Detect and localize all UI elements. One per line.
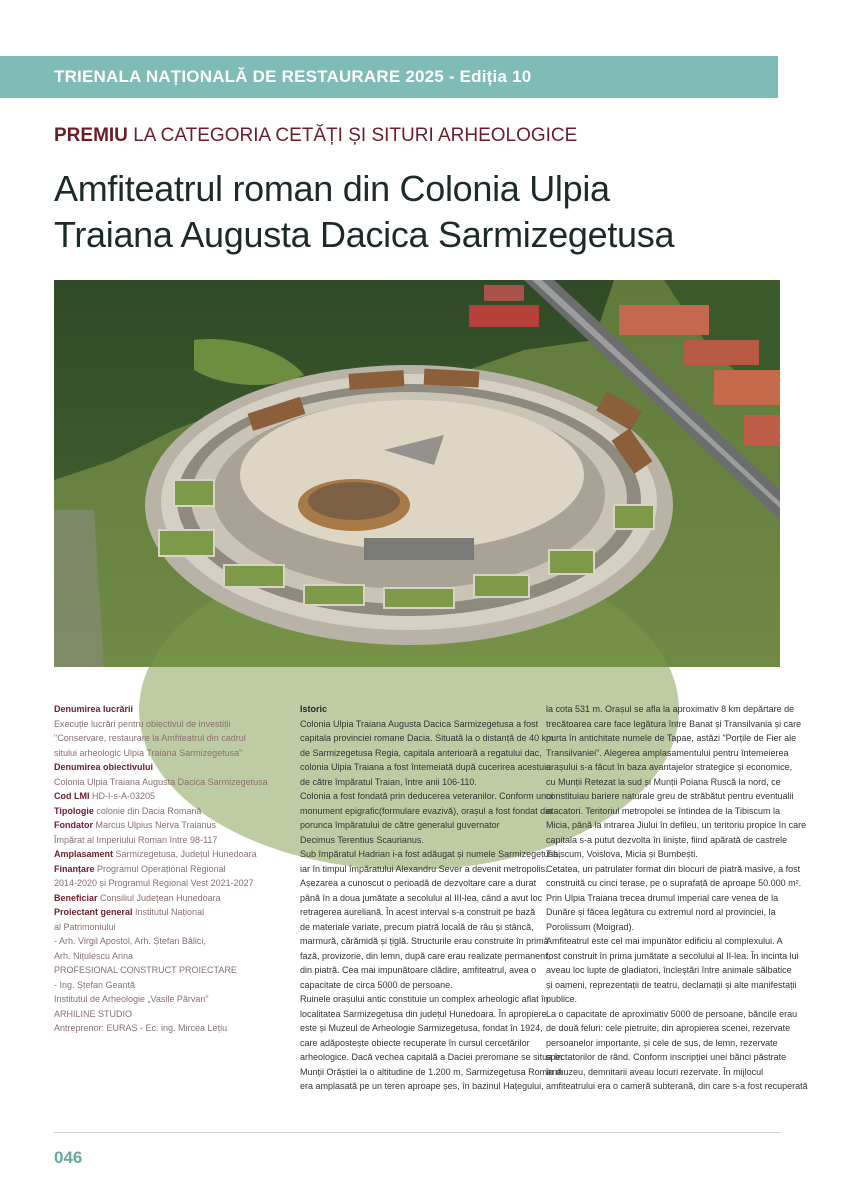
details-line: Colonia Ulpia Traiana Augusta Dacica Sarmizegetusa xyxy=(54,776,268,787)
history-heading: Istoric xyxy=(300,704,328,714)
history-line: cu Munții Retezat la sud și Munții Poiana Ruscă la nord, ce xyxy=(546,776,781,787)
history-line: Colonia Ulpia Traiana Augusta Dacica Sarmizegetusa a fost xyxy=(300,718,539,729)
details-line: PROFESIONAL CONSTRUCT PROIECTARE xyxy=(54,965,237,975)
details-line: sitului arheologic Ulpia Traiana Sarmizegetusa" xyxy=(54,747,243,758)
history-line: Decimus Terentius Scaurianus. xyxy=(300,834,424,845)
history-line: capitala provinciei romane Dacia. Situată la o distanță de 40 km xyxy=(300,733,554,743)
details-line: "Conservare, restaurare la Amfiteatrul din cadrul xyxy=(54,733,246,743)
history-line: orașului s-a făcut în baza avantajelor strategice și economice, xyxy=(546,762,793,772)
history-line: de materiale variate, precum piatră locală de râu și stâncă, xyxy=(300,921,534,932)
history-line: Micia, până la intrarea Jiului în defileu, un teritoriu propice în care xyxy=(546,820,807,830)
history-line: persoanelor importante, și cele de sus, de lemn, rezervate xyxy=(546,1037,778,1048)
details-line: Amplasament Sarmizegetusa, Județul Hunedoara xyxy=(54,849,257,859)
history-line: fază, provizorie, din lemn, după care erau realizate permanent, xyxy=(300,950,551,961)
history-line: amfiteatrului era o cameră subterană, din care s-a fost recuperată xyxy=(546,1081,808,1091)
history-line: este și Muzeul de Arheologie Sarmizegetusa, fondat în 1924, xyxy=(300,1023,543,1033)
history-line: trecătoarea care face legătura între Banat și Transilvania și care xyxy=(546,718,802,729)
history-line: Amfiteatrul este cel mai impunător edificiu al complexului. A xyxy=(546,936,783,946)
details-line: Fondator Marcus Ulpius Nerva Traianus xyxy=(54,820,217,830)
history-line: construită cu cinci terase, pe o suprafață de aproape 50.000 m². xyxy=(546,878,802,888)
history-line: localitatea Sarmizegetusa din județul Hunedoara. În apropiere xyxy=(300,1008,547,1019)
page-number: 046 xyxy=(54,1148,83,1167)
edition-banner: TRIENALA NAȚIONALĂ DE RESTAURARE 2025 - Ediția 10 xyxy=(0,56,778,98)
history-line: Dunăre și făcea legătura cu extremul nord al provinciei, la xyxy=(546,907,776,917)
award-category xyxy=(54,125,577,147)
details-line: Beneficiar Consiliul Județean Hunedoara xyxy=(54,892,221,903)
history-line: era amplasată pe un teren aproape șes, în bazinul Hațegului, xyxy=(300,1081,544,1091)
history-line: și oameni, reprezentații de teatru, declamații și alte manifestații xyxy=(546,979,797,990)
details-line: 2014-2020 și Programul Regional Vest 2021-2027 xyxy=(54,878,254,888)
history-line: din piatră. Cea mai impunătoare clădire, amfiteatrul, avea o xyxy=(300,965,537,975)
history-line: Porolissum (Moigrad). xyxy=(546,921,635,932)
history-line: porunca împăratului de către generalul guvernator xyxy=(300,820,500,830)
history-line: Ruinele orașului antic constituie un complex arheologic aflat în xyxy=(300,994,549,1004)
history-line: marmură, cărămidă și țiglă. Structurile erau construite în primă xyxy=(300,936,549,946)
history-line: iar în timpul împăratului Alexandru Sever a devenit metropolis. xyxy=(300,863,548,874)
details-line: Denumirea lucrării xyxy=(54,704,134,714)
details-line: Execuție lucrări pentru obiectivul de investiții xyxy=(54,718,231,729)
history-line: care adăpostește obiecte recuperate în cursul cercetărilor xyxy=(300,1037,530,1048)
history-line: Tibiscum, Voislova, Micia și Bumbești. xyxy=(546,849,698,859)
details-line: Antreprenor: EURAS - Ec. ing. Mircea Lețiu xyxy=(54,1023,228,1033)
history-line: aveau loc lupte de gladiatori, încleștări între animale sălbatice xyxy=(546,965,792,975)
history-line: Sub împăratul Hadrian i-a fost adăugat și numele Sarmizegetusa, xyxy=(300,849,561,859)
history-line: capacitate de circa 5000 de persoane. xyxy=(300,979,453,990)
details-line: Arh. Nițulescu Arina xyxy=(54,950,134,961)
history-line: de Sarmizegetusa Regia, capitala anterioară a regatului dac, xyxy=(300,747,542,758)
history-line: constituiau bariere naturale greu de străbătut pentru eventualii xyxy=(546,791,794,801)
details-line: Finanțare Programul Operațional Regional xyxy=(54,863,226,874)
history-line: purta în antichitate numele de Tapae, astăzi "Porțile de Fier ale xyxy=(546,733,797,743)
history-line: Cetatea, un patrulater format din blocuri de piatră masive, a fost xyxy=(546,863,801,874)
footer-divider xyxy=(54,1132,780,1133)
history-line: spectatorilor de rând. Conform inscripției unei bănci păstrate xyxy=(546,1052,787,1062)
history-line: Munții Orăștiei la o altitudine de 1.200 m, Sarmizegetusa Romană xyxy=(300,1066,563,1077)
history-line: publice. xyxy=(546,994,578,1004)
history-line: până în a doua jumătate a secolului al III-lea, când a avut loc xyxy=(300,892,543,903)
award-category-name: LA CATEGORIA CETĂȚI ȘI SITURI ARHEOLOGICE xyxy=(133,125,578,146)
history-line: La o capacitate de aproximativ 5000 de persoane, băncile erau xyxy=(546,1008,798,1019)
details-line: al Patrimoniului xyxy=(54,921,116,932)
article-title xyxy=(54,166,784,258)
title-line-1: Amfiteatrul roman din Colonia Ulpia xyxy=(54,168,610,209)
award-label: PREMIU xyxy=(54,125,128,146)
project-details-column xyxy=(54,702,286,1036)
details-line: - Ing. Ștefan Geantă xyxy=(54,979,136,990)
title-line-2: Traiana Augusta Dacica Sarmizegetusa xyxy=(54,214,675,255)
details-line: Cod LMI HD-I-s-A-03205 xyxy=(54,791,156,801)
details-line: Denumirea obiectivului xyxy=(54,762,154,772)
details-line: Împărat al Imperiului Roman între 98-117 xyxy=(54,834,218,845)
history-line: fost construit în prima jumătate a secolului al II-lea. În incinta lui xyxy=(546,950,799,961)
amphitheatre-aerial-photo xyxy=(54,280,780,667)
history-line: atacatori. Teritoriul metropolei se întindea de la Tibiscum la xyxy=(546,805,780,816)
details-line: Proiectant general Institutul Național xyxy=(54,907,205,917)
history-line: de către împăratul Traian, între anii 106-110. xyxy=(300,776,477,787)
history-continued-column xyxy=(546,702,808,1094)
history-line: Transilvaniei". Alegerea amplasamentului pentru întemeierea xyxy=(546,747,789,758)
history-line: monument epigrafic(formulare evazivă), orașul a fost fondat din xyxy=(300,805,553,816)
history-line: arheologice. Dacă vechea capitală a Daciei preromane se situa în xyxy=(300,1052,563,1062)
history-line: colonia Ulpia Traiana a fost întemeiată după cucerirea acestuia xyxy=(300,762,552,772)
history-line: Așezarea a cunoscut o perioadă de dezvoltare care a durat xyxy=(300,878,537,888)
history-line: retragerea aureliană. În acest interval s-a construit pe bază xyxy=(300,907,536,917)
history-line: la cota 531 m. Orașul se afla la aproximativ 8 km depărtare de xyxy=(546,704,795,714)
details-line: - Arh. Virgil Apostol, Arh. Ștefan Bâlici, xyxy=(54,936,206,946)
history-line: Prin Ulpia Traiana trecea drumul imperial care venea de la xyxy=(546,892,779,903)
details-line: Tipologie colonie din Dacia Romană xyxy=(54,805,202,816)
history-line: în muzeu, demnitarii aveau locuri rezervate. În mijlocul xyxy=(546,1066,764,1077)
history-line: capitala s-a putut dezvolta în liniște, fiind apărată de castrele xyxy=(546,834,788,845)
details-line: ARHILINE STUDIO xyxy=(54,1008,133,1019)
details-line: Institutul de Arheologie „Vasile Pârvan" xyxy=(54,994,209,1004)
history-line: de două feluri: cele pietruite, din apropierea scenei, rezervate xyxy=(546,1023,791,1033)
history-line: Colonia a fost fondată prin deducerea veteranilor. Conform unui xyxy=(300,791,554,801)
